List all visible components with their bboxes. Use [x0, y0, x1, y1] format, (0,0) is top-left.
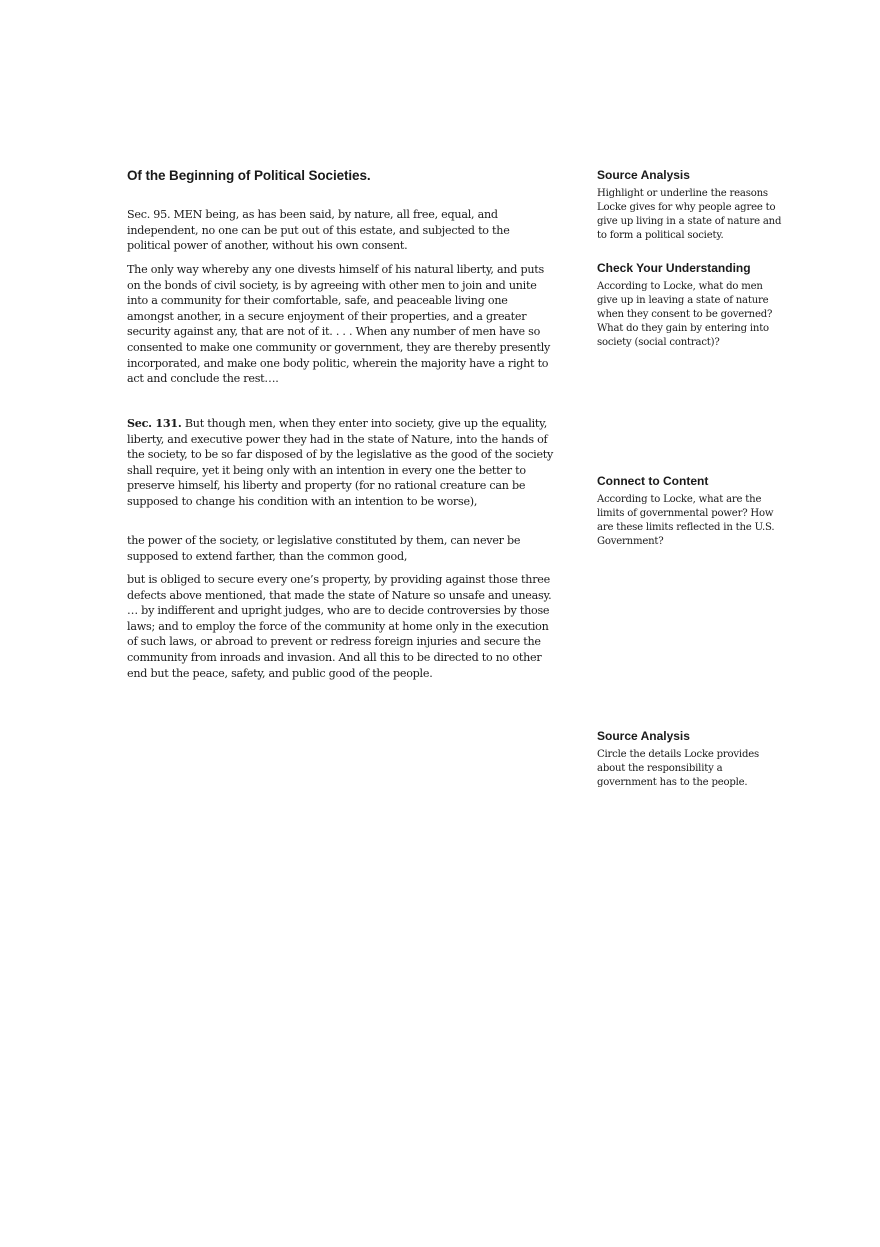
- sidebar-source-analysis-1: [597, 168, 782, 243]
- paragraph-sec-131: [127, 416, 555, 510]
- sidebar-prompt: Circle the details Locke provides about the responsibility a government has to the people.: [597, 749, 759, 788]
- sidebar-check-understanding: [597, 261, 782, 350]
- paragraph-sec-131-text: But though men, when they enter into society, give up the equality, liberty, and executive power they had in the state of Nature, into the hands of the society, to be so far disposed of by the legislative as the good of the society shall require, yet it being only with an intention in every one the better to preserve himself, his liberty and property (for no rational creature can be supposed to change his condition with an intention to be worse),: [127, 417, 554, 508]
- paragraph-common-good: the power of the society, or legislative constituted by them, can never be supposed to extend farther, than the common good,: [127, 534, 521, 563]
- page-title: Of the Beginning of Political Societies.: [127, 168, 371, 183]
- paragraph-property: but is obliged to secure every one’s property, by providing against those three defects above mentioned, that made the state of Nature so unsafe and uneasy. … by indifferent and upright judges, who are to decide controversies by those laws; and to employ the force of the community at home only in the execution of such laws, or abroad to prevent or redress foreign injuries and secure the community from inroads and invasion. And all this to be directed to no other end but the peace, safety, and public good of the people.: [127, 573, 552, 680]
- sidebar-prompt: According to Locke, what are the limits of governmental power? How are these limits reflected in the U.S. Government?: [597, 494, 775, 547]
- section-label: Sec. 131.: [127, 417, 182, 430]
- sidebar-heading: Source Analysis: [597, 729, 690, 743]
- sidebar-heading: Connect to Content: [597, 474, 709, 488]
- sidebar-heading: Source Analysis: [597, 168, 690, 182]
- paragraph-sec-95: Sec. 95. MEN being, as has been said, by nature, all free, equal, and independent, no one can be put out of this estate, and subjected to the political power of another, without his own consent.: [127, 208, 510, 253]
- sidebar-prompt: Highlight or underline the reasons Locke gives for why people agree to give up living in a state of nature and to form a political society.: [597, 188, 782, 241]
- sidebar-heading: Check Your Understanding: [597, 261, 751, 275]
- sidebar-prompt: According to Locke, what do men give up in leaving a state of nature when they consent to be governed? What do they gain by entering into society (social contract)?: [597, 281, 773, 348]
- sidebar-source-analysis-2: [597, 729, 782, 790]
- sidebar-connect-content: [597, 474, 782, 549]
- paragraph-natural-liberty: The only way whereby any one divests himself of his natural liberty, and puts on the bonds of civil society, is by agreeing with other men to join and unite into a community for their comfortable, safe, and peaceable living one amongst another, in a secure enjoyment of their properties, and a greater security against any, that are not of it. . . . When any number of men have so consented to make one community or government, they are thereby presently incorporated, and make one body politic, wherein the majority have a right to act and conclude the rest….: [127, 263, 551, 386]
